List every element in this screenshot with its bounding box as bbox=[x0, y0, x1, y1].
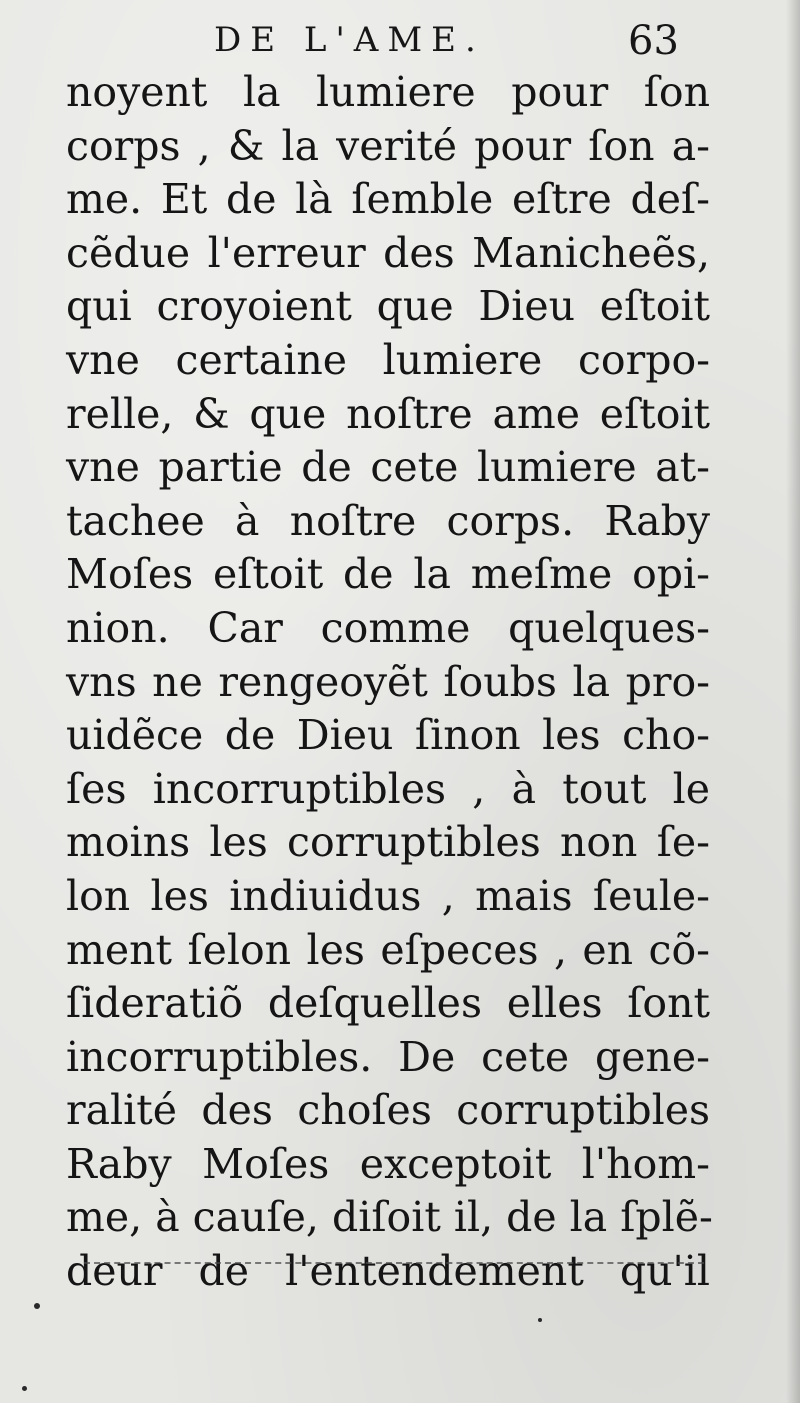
text-line: me, à cauſe, diſoit il, de la ſplẽ- bbox=[66, 1193, 713, 1242]
running-title: DE L'AME. bbox=[214, 20, 485, 60]
text-line: Moſes eſtoit de la meſme opi- bbox=[66, 550, 710, 599]
text-line: me. Et de là ſemble eſtre deſ- bbox=[66, 175, 710, 224]
text-line: vne partie de cete lumiere at- bbox=[66, 443, 710, 492]
ink-speck bbox=[22, 1386, 27, 1391]
page-header bbox=[0, 12, 800, 72]
text-line: tachee à noſtre corps. Raby bbox=[66, 496, 710, 545]
ink-speck bbox=[538, 1318, 542, 1322]
text-line: cẽdue l'erreur des Manicheẽs, bbox=[66, 228, 710, 277]
bottom-rule bbox=[84, 1262, 704, 1264]
text-line: qui croyoient que Dieu eſtoit bbox=[66, 282, 710, 331]
text-line: ſideratiõ deſquelles elles ſont bbox=[66, 979, 710, 1028]
text-line: deur de l'entendement qu'il bbox=[66, 1247, 710, 1296]
text-line: moins les corruptibles non ſe- bbox=[66, 818, 710, 867]
text-line: nion. Car comme quelques- bbox=[66, 603, 710, 652]
ink-speck bbox=[34, 1303, 40, 1309]
text-line: vne certaine lumiere corpo- bbox=[66, 335, 710, 384]
text-line: uidẽce de Dieu ſinon les cho- bbox=[66, 711, 710, 760]
text-line: lon les indiuidus , mais ſeule- bbox=[66, 871, 710, 920]
text-line: ſes incorruptibles , à tout le bbox=[66, 764, 710, 813]
text-line: ralité des choſes corruptibles bbox=[66, 1086, 710, 1135]
body-text bbox=[66, 66, 713, 1299]
page-number: 63 bbox=[628, 18, 679, 64]
page-edge-shadow bbox=[786, 0, 800, 1403]
text-line: vns ne rengeoyẽt ſoubs la pro- bbox=[66, 657, 710, 706]
text-line: noyent la lumiere pour ſon bbox=[66, 68, 710, 116]
text-line: relle, & que noſtre ame eſtoit bbox=[66, 389, 710, 438]
text-line: incorruptibles. De cete gene- bbox=[66, 1032, 710, 1081]
text-line: corps , & la verité pour ſon a- bbox=[66, 121, 710, 170]
text-line: ment ſelon les eſpeces , en cõ- bbox=[66, 925, 710, 974]
text-line: Raby Moſes exceptoit l'hom- bbox=[66, 1139, 710, 1188]
